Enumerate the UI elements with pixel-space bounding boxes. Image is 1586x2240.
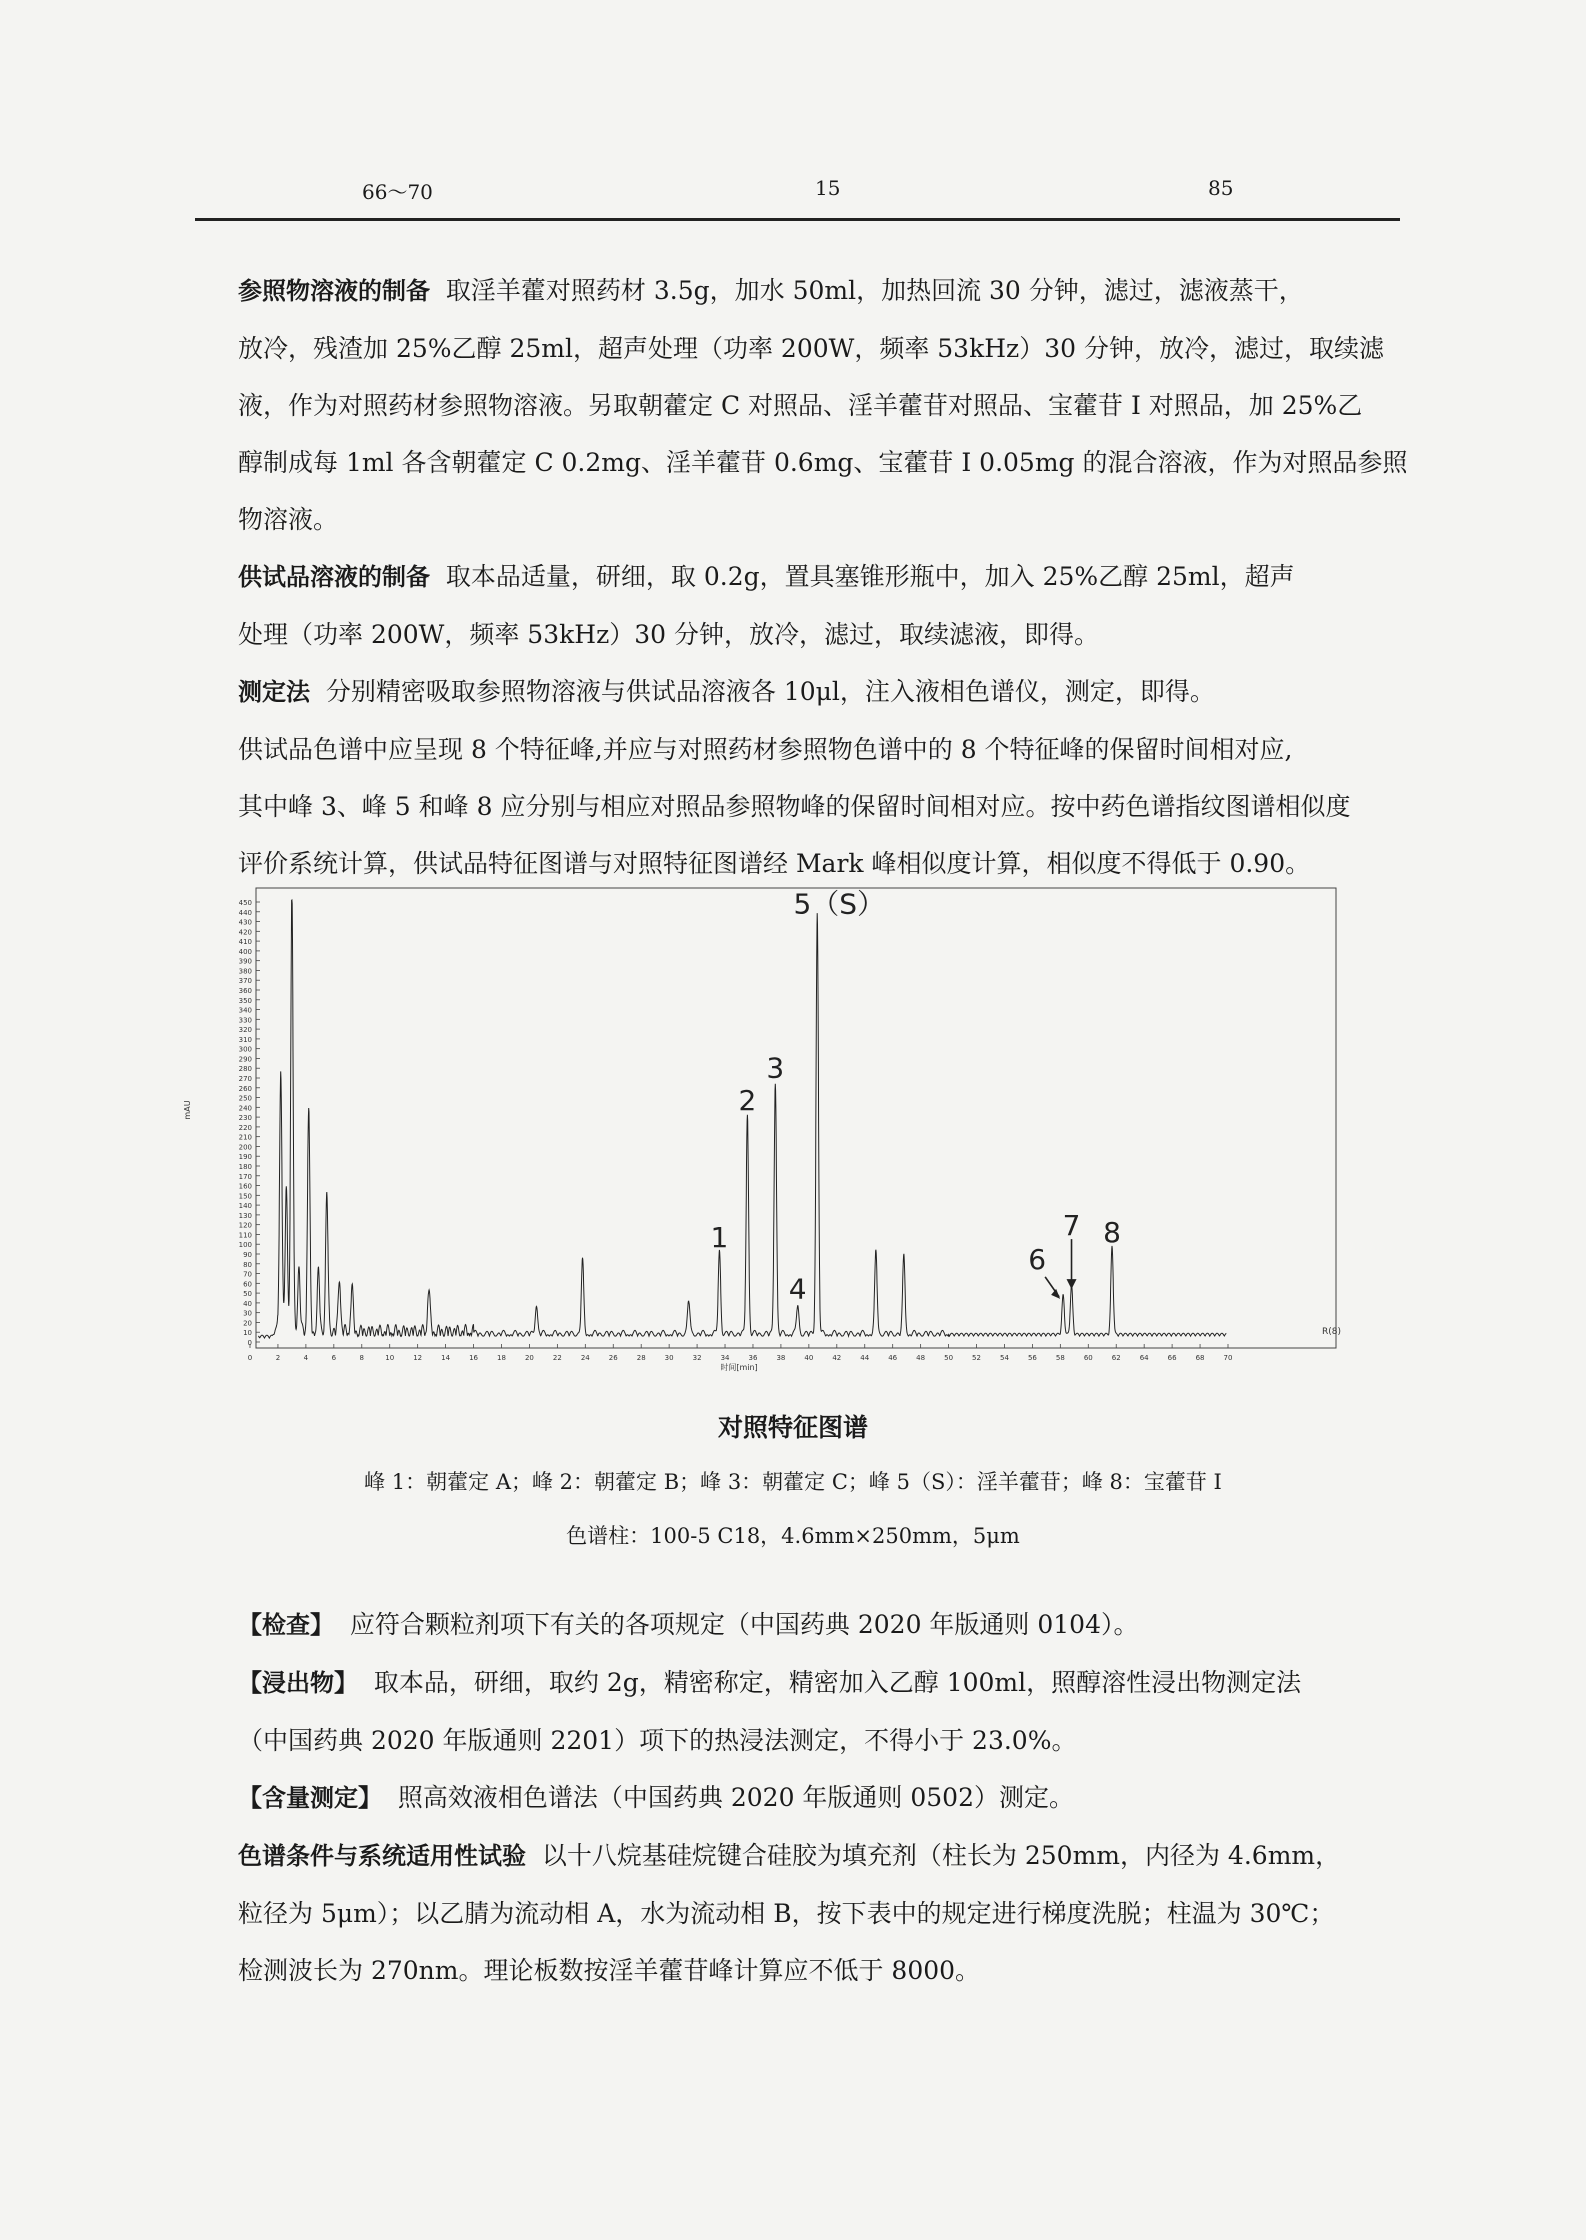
y-tick-label: 390 [238,957,252,966]
y-tick-label: 260 [238,1084,252,1093]
y-tick-label: 180 [238,1163,252,1171]
heading-reference-solution: 参照物溶液的制备 [238,277,430,305]
para-conditions: 色谱条件与系统适用性试验 以十八烷基硅烷键合硅胶为填充剂（柱长为 250mm，内径为 4.6mm， [238,1841,1341,1870]
x-tick-label: 50 [944,1354,954,1362]
heading-extract: 【浸出物】 [238,1669,358,1697]
para-assay: 【含量测定】 照高效液相色谱法（中国药典 2020 年版通则 0502）测定。 [238,1783,1074,1812]
x-tick-label: 14 [441,1354,451,1362]
para-method: 测定法 分别精密吸取参照物溶液与供试品溶液各 10μl，注入液相色谱仪，测定，即得。 [238,677,1215,706]
y-tick-label: 430 [238,918,252,927]
x-tick-label: 70 [1223,1354,1233,1362]
y-tick-label: 50 [243,1290,252,1299]
y-tick-label: 170 [238,1172,252,1181]
y-tick-label: 70 [243,1270,252,1279]
heading-test-solution: 供试品溶液的制备 [238,563,430,591]
y-tick-label: 140 [238,1202,252,1211]
para-test-solution: 供试品溶液的制备 取本品适量，研细，取 0.2g，置具塞锥形瓶中，加入 25%乙醇 25ml，超声 [238,562,1295,591]
peak-label: 4 [788,1272,807,1306]
x-tick-label: 58 [1055,1354,1065,1362]
text-line: 评价系统计算，供试品特征图谱与对照特征图谱经 Mark 峰相似度计算，相似度不得低于 0.90。 [238,849,1311,878]
para-extract: 【浸出物】 取本品，研细，取约 2g，精密称定，精密加入乙醇 100ml，照醇溶性浸出物测定法 [238,1668,1302,1697]
text-line: 其中峰 3、峰 5 和峰 8 应分别与相应对照品参照物峰的保留时间相对应。按中药色谱指纹图谱相似度 [238,792,1351,821]
header-center: 15 [815,176,841,200]
x-tick-label: 26 [608,1354,618,1362]
x-tick-label: 66 [1167,1354,1177,1362]
chromatogram-trace [258,900,1226,1338]
x-tick-label: 40 [804,1354,814,1362]
y-tick-label: 110 [238,1231,252,1240]
x-axis-label: 时间[min] [720,1363,758,1372]
y-tick-label: 420 [238,928,252,937]
peak-6-arrowhead [1051,1289,1060,1299]
y-tick-label: 90 [243,1251,252,1259]
right-label: R(8) [1322,1327,1342,1338]
para-reference-solution: 参照物溶液的制备 取淫羊藿对照药材 3.5g，加水 50ml，加热回流 30 分钟，滤过，滤液蒸干， [238,276,1304,305]
text-line: 物溶液。 [238,505,339,534]
x-tick-label: 18 [497,1354,506,1362]
peak-label: 2 [738,1084,757,1117]
x-tick-label: 52 [972,1354,981,1362]
peak-7-arrowhead [1067,1279,1077,1289]
x-tick-label: 64 [1139,1354,1149,1362]
text-line: 处理（功率 200W，频率 53kHz）30 分钟，放冷，滤过，取续滤液，即得。 [238,620,1100,649]
header-rule [195,218,1400,221]
y-tick-label: 270 [238,1075,252,1083]
y-tick-label: 240 [238,1104,252,1113]
x-tick-label: 10 [385,1354,395,1362]
page-header [195,176,1395,216]
x-tick-label: 60 [1083,1354,1093,1362]
x-tick-label: 32 [692,1354,702,1362]
heading-check: 【检查】 [238,1611,334,1639]
text-line: 供试品色谱中应呈现 8 个特征峰,并应与对照药材参照物色谱中的 8 个特征峰的保留时间相对应, [238,735,1293,764]
x-tick-label: 16 [469,1354,479,1362]
y-tick-label: 450 [238,899,252,907]
x-tick-label: 68 [1195,1354,1205,1362]
peak-label: 6 [1028,1242,1047,1276]
y-tick-label: 60 [243,1280,252,1289]
x-tick-label: 12 [413,1354,423,1362]
y-tick-label: 150 [238,1192,252,1201]
y-tick-label: 440 [238,908,252,917]
text-line: 放冷，残渣加 25%乙醇 25ml，超声处理（功率 200W，频率 53kHz）30 分钟，放冷，滤过，取续滤 [238,334,1384,363]
x-tick-label: 38 [776,1354,786,1362]
chart-caption-peaks: 峰 1：朝藿定 A；峰 2：朝藿定 B；峰 3：朝藿定 C；峰 5（S）：淫羊藿苷；峰 8：宝藿苷 I [364,1470,1222,1494]
y-tick-label: 10 [243,1329,252,1338]
x-tick-label: 30 [664,1354,674,1362]
x-tick-label: 48 [916,1354,926,1362]
y-tick-label: 290 [238,1055,252,1064]
header-left: 66～70 [362,180,433,204]
text-line: 醇制成每 1ml 各含朝藿定 C 0.2mg、淫羊藿苷 0.6mg、宝藿苷 I 0.05mg 的混合溶液，作为对照品参照 [238,448,1408,477]
y-tick-label: 40 [243,1299,252,1308]
y-axis-label: mAU [183,1100,192,1120]
y-tick-label: 320 [238,1026,252,1035]
x-tick-label: 28 [636,1354,646,1362]
y-tick-label: 360 [238,987,252,995]
text-line: 检测波长为 270nm。理论板数按淫羊藿苷峰计算应不低于 8000。 [238,1956,981,1985]
y-tick-label: 340 [238,1006,252,1015]
y-tick-label: 20 [243,1319,252,1328]
x-tick-label: 62 [1111,1354,1121,1362]
y-tick-label: 370 [238,977,252,986]
chromatogram-svg [170,880,1350,1400]
x-tick-label: 46 [888,1354,898,1362]
y-tick-label: 310 [238,1035,252,1044]
x-tick-label: 0 [247,1354,253,1362]
peak-label: 7 [1062,1209,1081,1243]
heading-method: 测定法 [238,678,310,706]
peak-label: 3 [766,1051,785,1085]
chart-caption-column: 色谱柱：100-5 C18，4.6mm×250mm，5μm [566,1524,1020,1548]
x-tick-label: 8 [359,1354,365,1362]
y-tick-label: 330 [238,1016,252,1025]
para-check: 【检查】 应符合颗粒剂项下有关的各项规定（中国药典 2020 年版通则 0104）。 [238,1610,1139,1639]
heading-conditions: 色谱条件与系统适用性试验 [238,1842,526,1870]
y-tick-label: 130 [238,1211,252,1220]
main-text [238,262,1410,892]
y-tick-label: 410 [238,938,252,947]
y-tick-label: 0 [247,1339,252,1347]
y-tick-label: 380 [238,967,252,976]
peak-label: 1 [710,1220,729,1254]
text-line: （中国药典 2020 年版通则 2201）项下的热浸法测定，不得小于 23.0%。 [238,1726,1077,1755]
y-tick-label: 30 [243,1309,252,1318]
y-tick-label: 250 [238,1094,252,1103]
peak-label: 8 [1103,1216,1121,1249]
x-tick-label: 56 [1027,1354,1037,1362]
y-tick-label: 350 [238,996,252,1005]
text-line: 液，作为对照药材参照物溶液。另取朝藿定 C 对照品、淫羊藿苷对照品、宝藿苷 I 对照品，加 25%乙 [238,391,1363,420]
x-tick-label: 44 [860,1354,870,1362]
x-tick-label: 22 [552,1354,562,1362]
x-tick-label: 20 [524,1354,534,1362]
y-tick-label: 280 [238,1065,252,1074]
y-tick-label: 80 [243,1260,252,1269]
x-tick-label: 4 [303,1354,309,1362]
heading-assay: 【含量测定】 [238,1784,382,1812]
y-tick-label: 200 [238,1143,252,1152]
y-tick-label: 230 [238,1114,252,1123]
x-tick-label: 24 [580,1354,590,1362]
header-right: 85 [1208,176,1234,200]
y-tick-label: 190 [238,1153,252,1162]
text-line: 粒径为 5μm）；以乙腈为流动相 A，水为流动相 B，按下表中的规定进行梯度洗脱；柱温为 30℃； [238,1899,1335,1928]
lower-text [238,1596,1410,1999]
y-tick-label: 300 [238,1045,252,1054]
x-tick-label: 36 [748,1354,758,1362]
peak-label: 5（S） [793,887,886,921]
x-tick-label: 6 [331,1354,337,1362]
y-tick-label: 120 [238,1221,252,1230]
x-tick-label: 2 [275,1354,281,1362]
y-tick-label: 210 [238,1133,252,1142]
x-tick-label: 54 [999,1354,1009,1362]
y-tick-label: 400 [238,947,252,956]
x-tick-label: 42 [832,1354,842,1362]
chromatogram-chart [170,880,1350,1400]
y-tick-label: 220 [238,1123,252,1132]
chart-caption-title: 对照特征图谱 [717,1413,868,1442]
y-tick-label: 100 [238,1241,252,1250]
y-tick-label: 160 [238,1182,252,1191]
x-tick-label: 34 [720,1354,730,1362]
